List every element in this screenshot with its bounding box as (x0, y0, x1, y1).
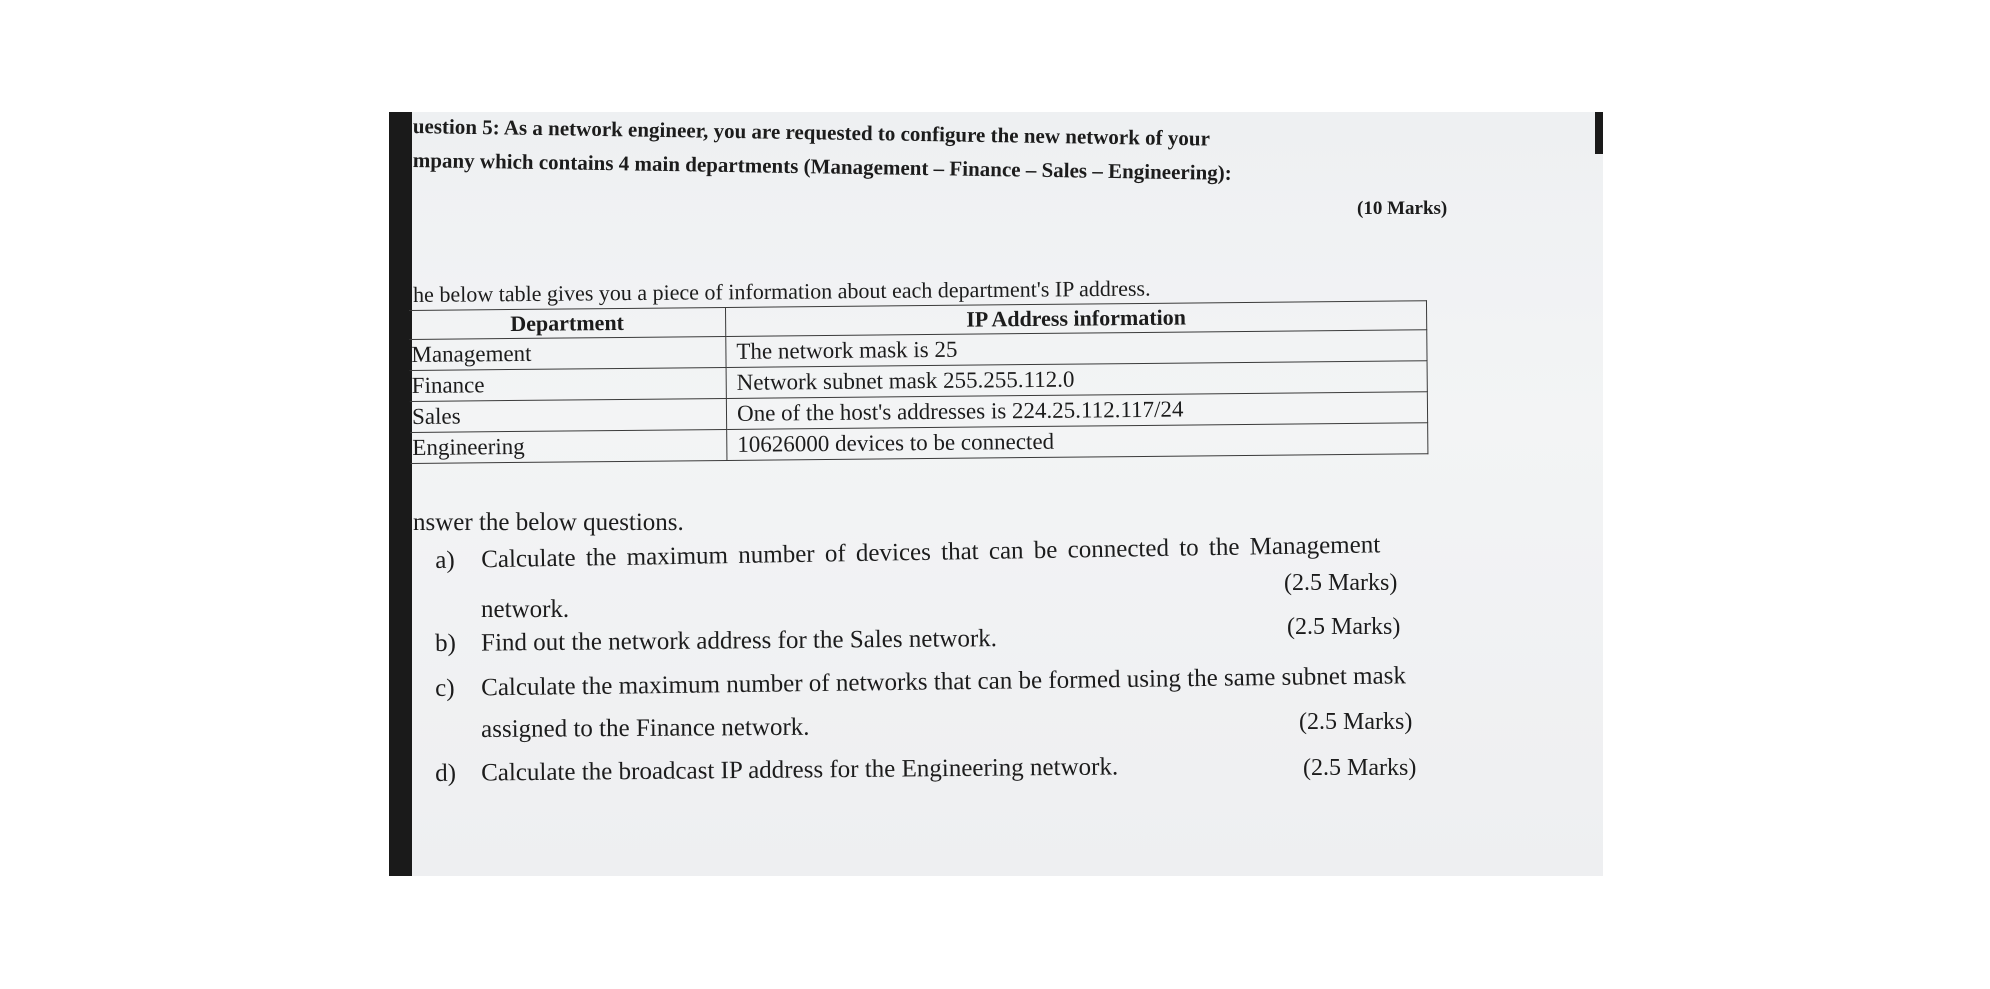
exam-paper-photo (389, 112, 1603, 876)
subquestion-a-marks: (2.5 Marks) (1284, 570, 1398, 596)
subquestion-text: Find out the network address for the Sales network. (480, 625, 998, 657)
ip-info-cell: The network mask is 25 (726, 330, 1427, 368)
answer-intro: nswer the below questions. (413, 509, 684, 536)
department-cell: Sales (410, 398, 727, 432)
question-heading-line-1: uestion 5: As a network engineer, you are requested to configure the new network of your (412, 114, 1211, 151)
subquestion-a-line-1 (435, 531, 1380, 575)
subquestion-text: Calculate the broadcast IP address for the Engineering network. (480, 753, 1119, 787)
subquestion-b-marks: (2.5 Marks) (1287, 614, 1401, 640)
dark-edge-left (389, 112, 412, 876)
subquestion-c-marks: (2.5 Marks) (1299, 709, 1413, 735)
ip-info-cell: 10626000 devices to be connected (727, 423, 1428, 461)
department-cell: Engineering (410, 429, 727, 463)
subquestion-letter: a) (435, 546, 455, 574)
subquestion-letter: c) (435, 674, 455, 702)
subquestion-c-line-2: assigned to the Finance network. (481, 713, 810, 743)
department-cell: Finance (410, 367, 727, 401)
subquestion-letter: d) (435, 759, 457, 787)
ip-info-cell: One of the host's addresses is 224.25.112.117/24 (726, 392, 1427, 430)
subquestion-text: Calculate the maximum number of networks that can be formed using the same subnet mask (480, 662, 1407, 702)
subquestion-text: Calculate the maximum number of devices that can be connected to the Management (480, 531, 1381, 574)
question-heading-line-2: mpany which contains 4 main departments (Management – Finance – Sales – Engineering): (412, 148, 1232, 185)
ip-info-cell: Network subnet mask 255.255.112.0 (726, 361, 1427, 399)
table-intro: he below table gives you a piece of information about each department's IP address. (413, 275, 1151, 307)
header-department: Department (409, 307, 726, 339)
subquestion-b-line-1 (435, 625, 997, 658)
header-ip-info: IP Address information (725, 301, 1426, 337)
subquestion-c-line-1 (435, 662, 1406, 703)
subquestion-a-line-2: network. (481, 596, 570, 623)
subquestion-d-line-1 (435, 753, 1118, 788)
subquestion-letter: b) (435, 629, 457, 657)
department-cell: Management (409, 336, 726, 370)
subquestion-d-marks: (2.5 Marks) (1303, 755, 1417, 781)
dark-edge-right (1595, 112, 1603, 154)
ip-info-table (409, 300, 1428, 464)
total-marks: (10 Marks) (1357, 198, 1448, 219)
